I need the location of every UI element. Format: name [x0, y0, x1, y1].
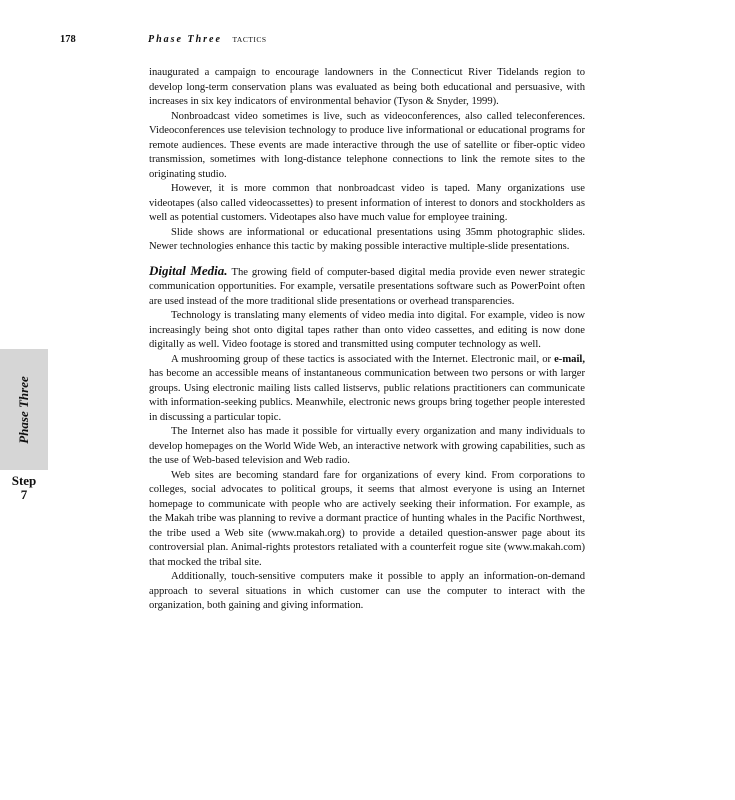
step-marker — [0, 474, 48, 502]
paragraph: Technology is translating many elements of video media into digital. For example, video is now increasingly being shot onto digital tapes rather than onto video cassettes, and editing is now done digitally as well. Video footage is stored and transmitted using computer technology as well. — [149, 310, 585, 350]
paragraph: The Internet also has made it possible for virtually every organization and many individuals to develop homepages on the World Wide Web, an interactive network with growing capabilities, such as the use of Web-based television and Web radio. — [149, 426, 585, 466]
email-paragraph — [149, 353, 585, 426]
running-head-section: TACTICS — [232, 35, 267, 44]
paragraph: Nonbroadcast video sometimes is live, such as videoconferences, also called teleconferences. Videoconferences use television technology to produce live informational or educational programs for remote audiences. These events are made interactive through the use of satellite or fiber-optic video transmission, sometimes with long-distance telephone connections to link the remote sites to the originating studio. — [149, 110, 585, 180]
paragraph-text: has become an accessible means of instantaneous communication between two persons or with larger groups. Using electronic mailing lists called listservs, public relations practitioners can communicate with information-seeking publics. Meanwhile, electronic news groups bring together people interested in discussing a particular topic. — [149, 368, 585, 423]
step-number: 7 — [20, 487, 28, 502]
paragraph: Additionally, touch-sensitive computers make it possible to apply an information-on-demand approach to several situations in which customer can use the computer to interact with the organization, both gaining and giving information. — [149, 571, 585, 611]
step-word: Step — [11, 473, 37, 488]
running-head — [148, 34, 267, 45]
page-number: 178 — [60, 34, 76, 45]
side-tab-label: Phase Three — [16, 375, 31, 444]
paragraph: However, it is more common that nonbroadcast video is taped. Many organizations use videotapes (also called videocassettes) to present information of interest to donors and stockholders as well as potential customers. Videotapes also have much value for employee training. — [149, 183, 585, 223]
paragraph-text: The growing field of computer-based digital media provide even newer strategic communication opportunities. For example, versatile presentations software such as PowerPoint often are used instead of the more traditional slide presentations or overhead transparencies. — [149, 266, 585, 307]
term-email: e-mail, — [554, 353, 585, 365]
section-heading-digital-media: Digital Media. — [149, 262, 228, 278]
body-text — [149, 66, 585, 614]
side-tab — [0, 349, 48, 470]
paragraph: Web sites are becoming standard fare for organizations of every kind. From corporations to colleges, social advocates to political groups, it seems that almost everyone is using an Internet homepage to communicate with people who are actively seeking their information. For example, as the Makah tribe was planning to revive a dormant practice of hunting whales in the Pacific Northwest, the tribe used a Web site (www.makah.org) to provide a detailed question-answer page about its controversial plan. Animal-rights protestors retaliated with a counterfeit rogue site (www.makah.com) that mocked the tribal site. — [149, 469, 585, 568]
paragraph-text: A mushrooming group of these tactics is associated with the Internet. Electronic mail, or — [171, 353, 555, 365]
paragraph: inaugurated a campaign to encourage landowners in the Connecticut River Tidelands region to develop long-term conservation plans was evaluated as being both educational and persuasive, with increases in six key indicators of environmental behavior (Tyson & Snyder, 1999). — [149, 67, 585, 107]
digital-media-paragraph — [149, 264, 585, 310]
paragraph: Slide shows are informational or educational presentations using 35mm photographic slides. Newer technologies enhance this tactic by making possible interactive multiple-slide presentations. — [149, 226, 585, 252]
running-head-phase: Phase Three — [148, 34, 222, 45]
